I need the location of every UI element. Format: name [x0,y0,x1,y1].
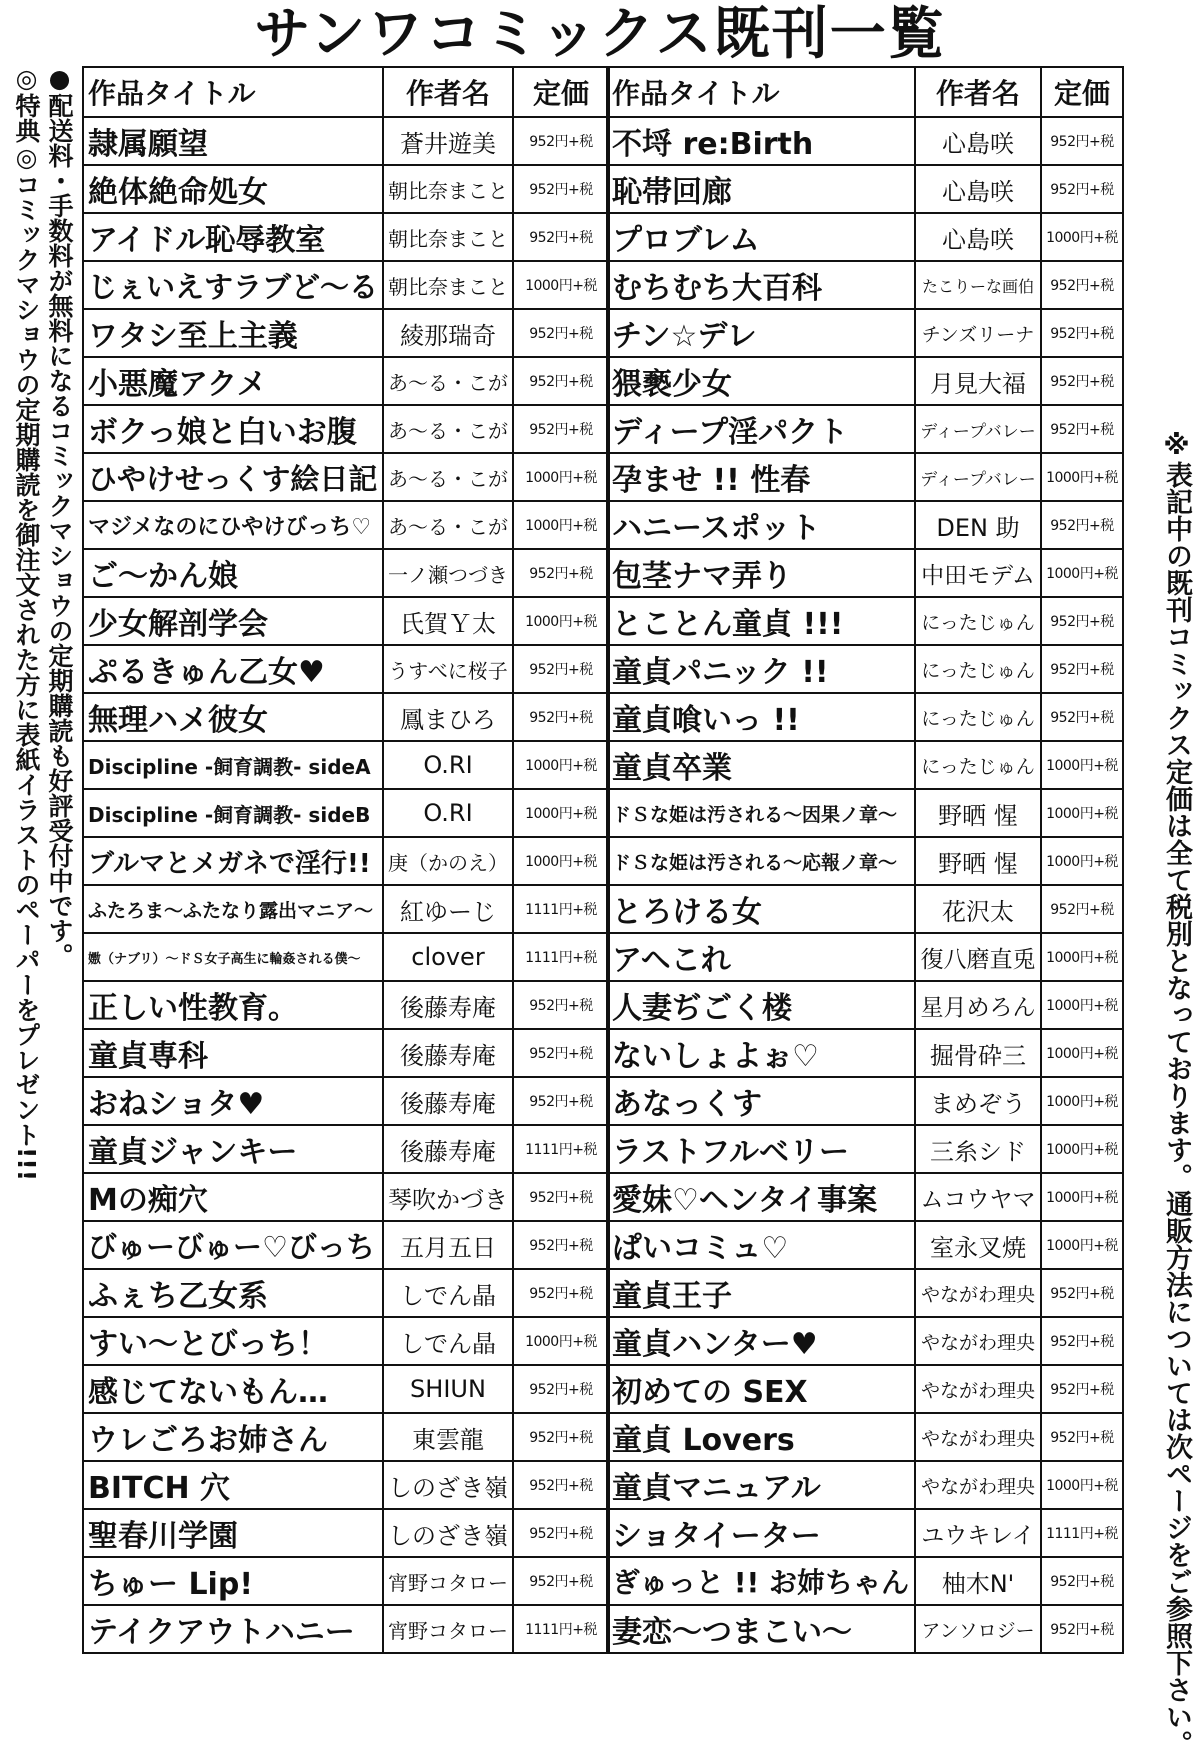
comic-author: 氏賀Ｙ太 [383,597,513,645]
comic-title: ウレごろお姉さん [83,1413,383,1461]
comic-title: ボクっ娘と白いお腹 [83,405,383,453]
comic-author: O.RI [383,789,513,837]
comic-author: にったじゅん [915,693,1041,741]
comic-price: 1000円+税 [513,501,609,549]
comic-author: 東雲龍 [383,1413,513,1461]
comic-author: 心島咲 [915,117,1041,165]
comic-title: ふぇち乙女系 [83,1269,383,1317]
comic-author: 紅ゆーじ [383,885,513,933]
comic-price: 952円+税 [1041,405,1123,453]
comic-price: 952円+税 [1041,501,1123,549]
table-row [607,885,1123,933]
comic-title: 絶体絶命処女 [83,165,383,213]
comic-price: 952円+税 [1041,1365,1123,1413]
comic-title: 不埒 re:Birth [607,117,915,165]
table-row [607,933,1123,981]
header-price: 定価 [513,67,609,117]
table-row [607,1125,1123,1173]
table-row [607,1173,1123,1221]
table-row [83,165,609,213]
comic-price: 952円+税 [513,1029,609,1077]
comic-price: 952円+税 [1041,645,1123,693]
note-subscription: ●配送料・手数料が無料になるコミックマショウの定期購読も好評受付中です。 [45,64,74,968]
comic-title: Discipline -飼育調教- sideA [83,741,383,789]
comic-price: 952円+税 [1041,1317,1123,1365]
comic-title: 嫐（ナブリ）〜ドＳ女子高生に輪姦される僕〜 [83,933,383,981]
table-row [83,1557,609,1605]
comic-title: アヘこれ [607,933,915,981]
comic-author: ディープバレー [915,405,1041,453]
comic-title: プロブレム [607,213,915,261]
table-row [83,885,609,933]
comic-title: 少女解剖学会 [83,597,383,645]
comic-title: とろける女 [607,885,915,933]
comic-author: 朝比奈まこと [383,261,513,309]
comic-price: 1111円+税 [513,885,609,933]
comic-author: 朝比奈まこと [383,213,513,261]
table-row [83,1317,609,1365]
comic-author: 宵野コタロー [383,1557,513,1605]
comic-title: じぇいえすラブど〜る [83,261,383,309]
comic-title: 童貞専科 [83,1029,383,1077]
comic-price: 1000円+税 [1041,1173,1123,1221]
comic-price: 952円+税 [1041,309,1123,357]
comic-title: すい〜とびっち！ [83,1317,383,1365]
comic-author: あ〜る・こが [383,453,513,501]
table-row [607,741,1123,789]
comic-author: やながわ理央 [915,1413,1041,1461]
table-row [83,309,609,357]
comic-author: 中田モデム [915,549,1041,597]
comic-title: BITCH 穴 [83,1461,383,1509]
comic-author: DEN 助 [915,501,1041,549]
comic-price: 1000円+税 [1041,453,1123,501]
comic-price: 952円+税 [1041,1269,1123,1317]
comic-title: Mの痴穴 [83,1173,383,1221]
comic-price: 1000円+税 [1041,1221,1123,1269]
note-bonus: ◎特典◎コミックマショウの定期購読を御注文された方に表紙イラストのペーパーをプレゼント!!! [12,64,41,1182]
comic-title: ぷるきゅん乙女♥ [83,645,383,693]
comic-author: ユウキレイ [915,1509,1041,1557]
comics-table-right [606,66,1124,1654]
header-price: 定価 [1041,67,1123,117]
table-row [607,981,1123,1029]
comic-title: アイドル恥辱教室 [83,213,383,261]
table-row [607,501,1123,549]
table-row [83,501,609,549]
comic-author: 野晒 惺 [915,837,1041,885]
comic-title: テイクアウトハニー [83,1605,383,1653]
comic-title: ご〜かん娘 [83,549,383,597]
table-row [607,1269,1123,1317]
comics-table-left [82,66,610,1654]
comic-author: あ〜る・こが [383,357,513,405]
comic-author: 野晒 惺 [915,789,1041,837]
table-row [83,693,609,741]
comic-price: 1000円+税 [1041,1461,1123,1509]
comic-price: 952円+税 [513,549,609,597]
comic-title: 無理ハメ彼女 [83,693,383,741]
comic-author: 後藤寿庵 [383,1029,513,1077]
comic-author: 三糸シド [915,1125,1041,1173]
table-row [83,1029,609,1077]
header-author: 作者名 [383,67,513,117]
comic-author: やながわ理央 [915,1365,1041,1413]
comic-author: SHIUN [383,1365,513,1413]
comic-title: 童貞卒業 [607,741,915,789]
comic-author: ディープバレー [915,453,1041,501]
table-row [607,1557,1123,1605]
comic-author: にったじゅん [915,645,1041,693]
comic-author: 一ノ瀬つづき [383,549,513,597]
comic-price: 952円+税 [513,693,609,741]
comic-title: ぎゅっと !! お姉ちゃん [607,1557,915,1605]
table-row [83,1365,609,1413]
table-row [607,1365,1123,1413]
comic-title: 隷属願望 [83,117,383,165]
table-header [607,67,1123,117]
table-row [607,453,1123,501]
comic-author: にったじゅん [915,597,1041,645]
comic-author: 庚（かのえ） [383,837,513,885]
comic-author: やながわ理央 [915,1461,1041,1509]
table-row [607,309,1123,357]
comic-price: 1000円+税 [1041,837,1123,885]
table-row [607,837,1123,885]
comic-title: あなっくす [607,1077,915,1125]
comic-price: 952円+税 [513,1173,609,1221]
comic-price: 952円+税 [513,645,609,693]
comic-title: 童貞王子 [607,1269,915,1317]
table-row [83,549,609,597]
comic-title: 妻恋〜つまこい〜 [607,1605,915,1653]
comic-title: 童貞マニュアル [607,1461,915,1509]
comic-price: 952円+税 [1041,261,1123,309]
comic-title: ちゅー Lip! [83,1557,383,1605]
comic-price: 952円+税 [1041,1557,1123,1605]
comic-price: 952円+税 [1041,117,1123,165]
page-title: サンワコミックス既刊一覧 [254,2,946,67]
table-row [83,1605,609,1653]
comic-title: 童貞喰いっ !! [607,693,915,741]
table-row [607,1413,1123,1461]
table-row [607,1461,1123,1509]
comic-price: 1000円+税 [1041,213,1123,261]
comic-price: 952円+税 [513,165,609,213]
comic-price: 1111円+税 [513,1125,609,1173]
comic-author: 後藤寿庵 [383,1077,513,1125]
comic-author: にったじゅん [915,741,1041,789]
comic-title: ワタシ至上主義 [83,309,383,357]
table-row [607,597,1123,645]
comic-author: やながわ理央 [915,1269,1041,1317]
table-row [83,741,609,789]
comic-author: clover [383,933,513,981]
table-row [607,1605,1123,1653]
table-row [83,117,609,165]
comic-title: ぱいコミュ♡ [607,1221,915,1269]
comic-title: 愛妹♡ヘンタイ事案 [607,1173,915,1221]
comic-author: 復八磨直兎 [915,933,1041,981]
table-row [607,789,1123,837]
comic-price: 1111円+税 [1041,1509,1123,1557]
comic-title: むちむち大百科 [607,261,915,309]
comic-title: ハニースポット [607,501,915,549]
table-row [607,117,1123,165]
table-row [607,357,1123,405]
comic-title: ドＳな姫は汚される〜因果ノ章〜 [607,789,915,837]
header-author: 作者名 [915,67,1041,117]
table-row [607,405,1123,453]
table-row [607,1077,1123,1125]
comic-price: 1000円+税 [1041,933,1123,981]
comic-price: 952円+税 [1041,885,1123,933]
table-row [607,1317,1123,1365]
table-row [607,645,1123,693]
comic-title: ドＳな姫は汚される〜応報ノ章〜 [607,837,915,885]
comic-title: ラストフルベリー [607,1125,915,1173]
comic-title: 聖春川学園 [83,1509,383,1557]
comic-author: 後藤寿庵 [383,1125,513,1173]
comic-title: 童貞 Lovers [607,1413,915,1461]
comic-price: 952円+税 [1041,1413,1123,1461]
comic-author: まめぞう [915,1077,1041,1125]
comic-author: 朝比奈まこと [383,165,513,213]
table-row [83,837,609,885]
comic-author: 室永叉焼 [915,1221,1041,1269]
comic-title: マジメなのにひやけびっち♡ [83,501,383,549]
comic-title: 孕ませ !! 性春 [607,453,915,501]
comic-title: 人妻ぢごく楼 [607,981,915,1029]
table-row [83,357,609,405]
comic-price: 952円+税 [513,405,609,453]
comic-price: 952円+税 [513,1509,609,1557]
table-row [83,1077,609,1125]
table-row [83,981,609,1029]
comic-author: 後藤寿庵 [383,981,513,1029]
comic-price: 952円+税 [513,1413,609,1461]
table-row [83,789,609,837]
left-notes [10,64,76,1704]
comic-title: 童貞ハンター♥ [607,1317,915,1365]
comic-title: 猥褻少女 [607,357,915,405]
comic-price: 1000円+税 [1041,789,1123,837]
comic-price: 952円+税 [513,1221,609,1269]
comic-price: 1000円+税 [513,261,609,309]
table-row [607,1509,1123,1557]
comic-title: ディープ淫パクト [607,405,915,453]
comic-price: 1000円+税 [513,837,609,885]
table-row [83,405,609,453]
comic-title: 初めての SEX [607,1365,915,1413]
comic-title: ブルマとメガネで淫行!! [83,837,383,885]
comic-author: 掘骨砕三 [915,1029,1041,1077]
comic-author: たこりーな画伯 [915,261,1041,309]
comic-title: Discipline -飼育調教- sideB [83,789,383,837]
table-row [83,645,609,693]
comic-author: しでん晶 [383,1317,513,1365]
comic-title: ひやけせっくす絵日記 [83,453,383,501]
comic-title: とことん童貞 !!! [607,597,915,645]
comic-author: 宵野コタロー [383,1605,513,1653]
comic-author: 心島咲 [915,165,1041,213]
comic-price: 1000円+税 [513,453,609,501]
comic-price: 952円+税 [513,981,609,1029]
table-row [83,1173,609,1221]
comic-author: しでん晶 [383,1269,513,1317]
table-row [83,453,609,501]
comic-title: 恥帯回廊 [607,165,915,213]
comic-price: 952円+税 [513,1077,609,1125]
table-row [83,261,609,309]
table-row [83,1125,609,1173]
comic-title: 包茎ナマ弄り [607,549,915,597]
comic-title: 童貞ジャンキー [83,1125,383,1173]
comic-price: 952円+税 [513,213,609,261]
note-tax: ※表記中の既刊コミックス定価は全て税別となっております。通販方法については次ページをご参照下さい。 [1161,430,1192,1757]
comic-price: 952円+税 [513,1557,609,1605]
comic-title: ふたろま〜ふたなり露出マニア〜 [83,885,383,933]
comic-price: 1000円+税 [513,1317,609,1365]
comic-price: 952円+税 [1041,357,1123,405]
comic-author: O.RI [383,741,513,789]
comic-price: 952円+税 [513,357,609,405]
table-header [83,67,609,117]
comic-author: あ〜る・こが [383,405,513,453]
comic-price: 1000円+税 [1041,981,1123,1029]
table-row [83,933,609,981]
table-row [83,1269,609,1317]
table-row [607,1221,1123,1269]
comic-price: 952円+税 [513,117,609,165]
comic-title: 小悪魔アクメ [83,357,383,405]
comic-price: 1000円+税 [513,789,609,837]
comic-author: 鳳まひろ [383,693,513,741]
comic-price: 1000円+税 [1041,1125,1123,1173]
comic-author: 星月めろん [915,981,1041,1029]
table-row [83,1221,609,1269]
comic-author: しのざき嶺 [383,1461,513,1509]
comic-title: おねショタ♥ [83,1077,383,1125]
comic-price: 952円+税 [513,1269,609,1317]
comic-price: 1111円+税 [513,1605,609,1653]
comic-author: 琴吹かづき [383,1173,513,1221]
comic-price: 952円+税 [1041,597,1123,645]
comic-author: 柚木N' [915,1557,1041,1605]
header-title: 作品タイトル [83,67,383,117]
table-row [83,213,609,261]
comic-author: 心島咲 [915,213,1041,261]
comic-title: 童貞パニック !! [607,645,915,693]
comic-author: アンソロジー [915,1605,1041,1653]
comic-price: 1111円+税 [513,933,609,981]
comic-price: 952円+税 [1041,165,1123,213]
comic-price: 952円+税 [513,1461,609,1509]
table-row [83,1461,609,1509]
comic-price: 1000円+税 [513,741,609,789]
comic-price: 952円+税 [1041,1605,1123,1653]
comic-price: 1000円+税 [513,597,609,645]
table-row [607,693,1123,741]
comic-price: 1000円+税 [1041,549,1123,597]
comic-price: 952円+税 [513,309,609,357]
comic-title: 正しい性教育。 [83,981,383,1029]
comic-author: 五月五日 [383,1221,513,1269]
comic-author: 花沢太 [915,885,1041,933]
comic-price: 1000円+税 [1041,1029,1123,1077]
comic-title: ないしょよぉ♡ [607,1029,915,1077]
table-row [607,1029,1123,1077]
comic-author: 綾那瑞奇 [383,309,513,357]
comic-price: 1000円+税 [1041,741,1123,789]
comic-author: ムコウヤマ [915,1173,1041,1221]
table-row [607,549,1123,597]
comic-price: 952円+税 [1041,693,1123,741]
comic-price: 1000円+税 [1041,1077,1123,1125]
comic-author: あ〜る・こが [383,501,513,549]
table-row [83,597,609,645]
table-row [607,165,1123,213]
comic-title: びゅーびゅー♡びっち [83,1221,383,1269]
comic-author: やながわ理央 [915,1317,1041,1365]
comic-price: 952円+税 [513,1365,609,1413]
table-row [83,1413,609,1461]
comic-author: 月見大福 [915,357,1041,405]
comic-author: うすべに桜子 [383,645,513,693]
table-row [607,213,1123,261]
comic-author: しのざき嶺 [383,1509,513,1557]
comic-title: チン☆デレ [607,309,915,357]
comic-author: 蒼井遊美 [383,117,513,165]
table-row [607,261,1123,309]
comic-author: チンズリーナ [915,309,1041,357]
header-title: 作品タイトル [607,67,915,117]
comic-title: 感じてないもん… [83,1365,383,1413]
table-row [83,1509,609,1557]
comic-title: ショタイーター [607,1509,915,1557]
